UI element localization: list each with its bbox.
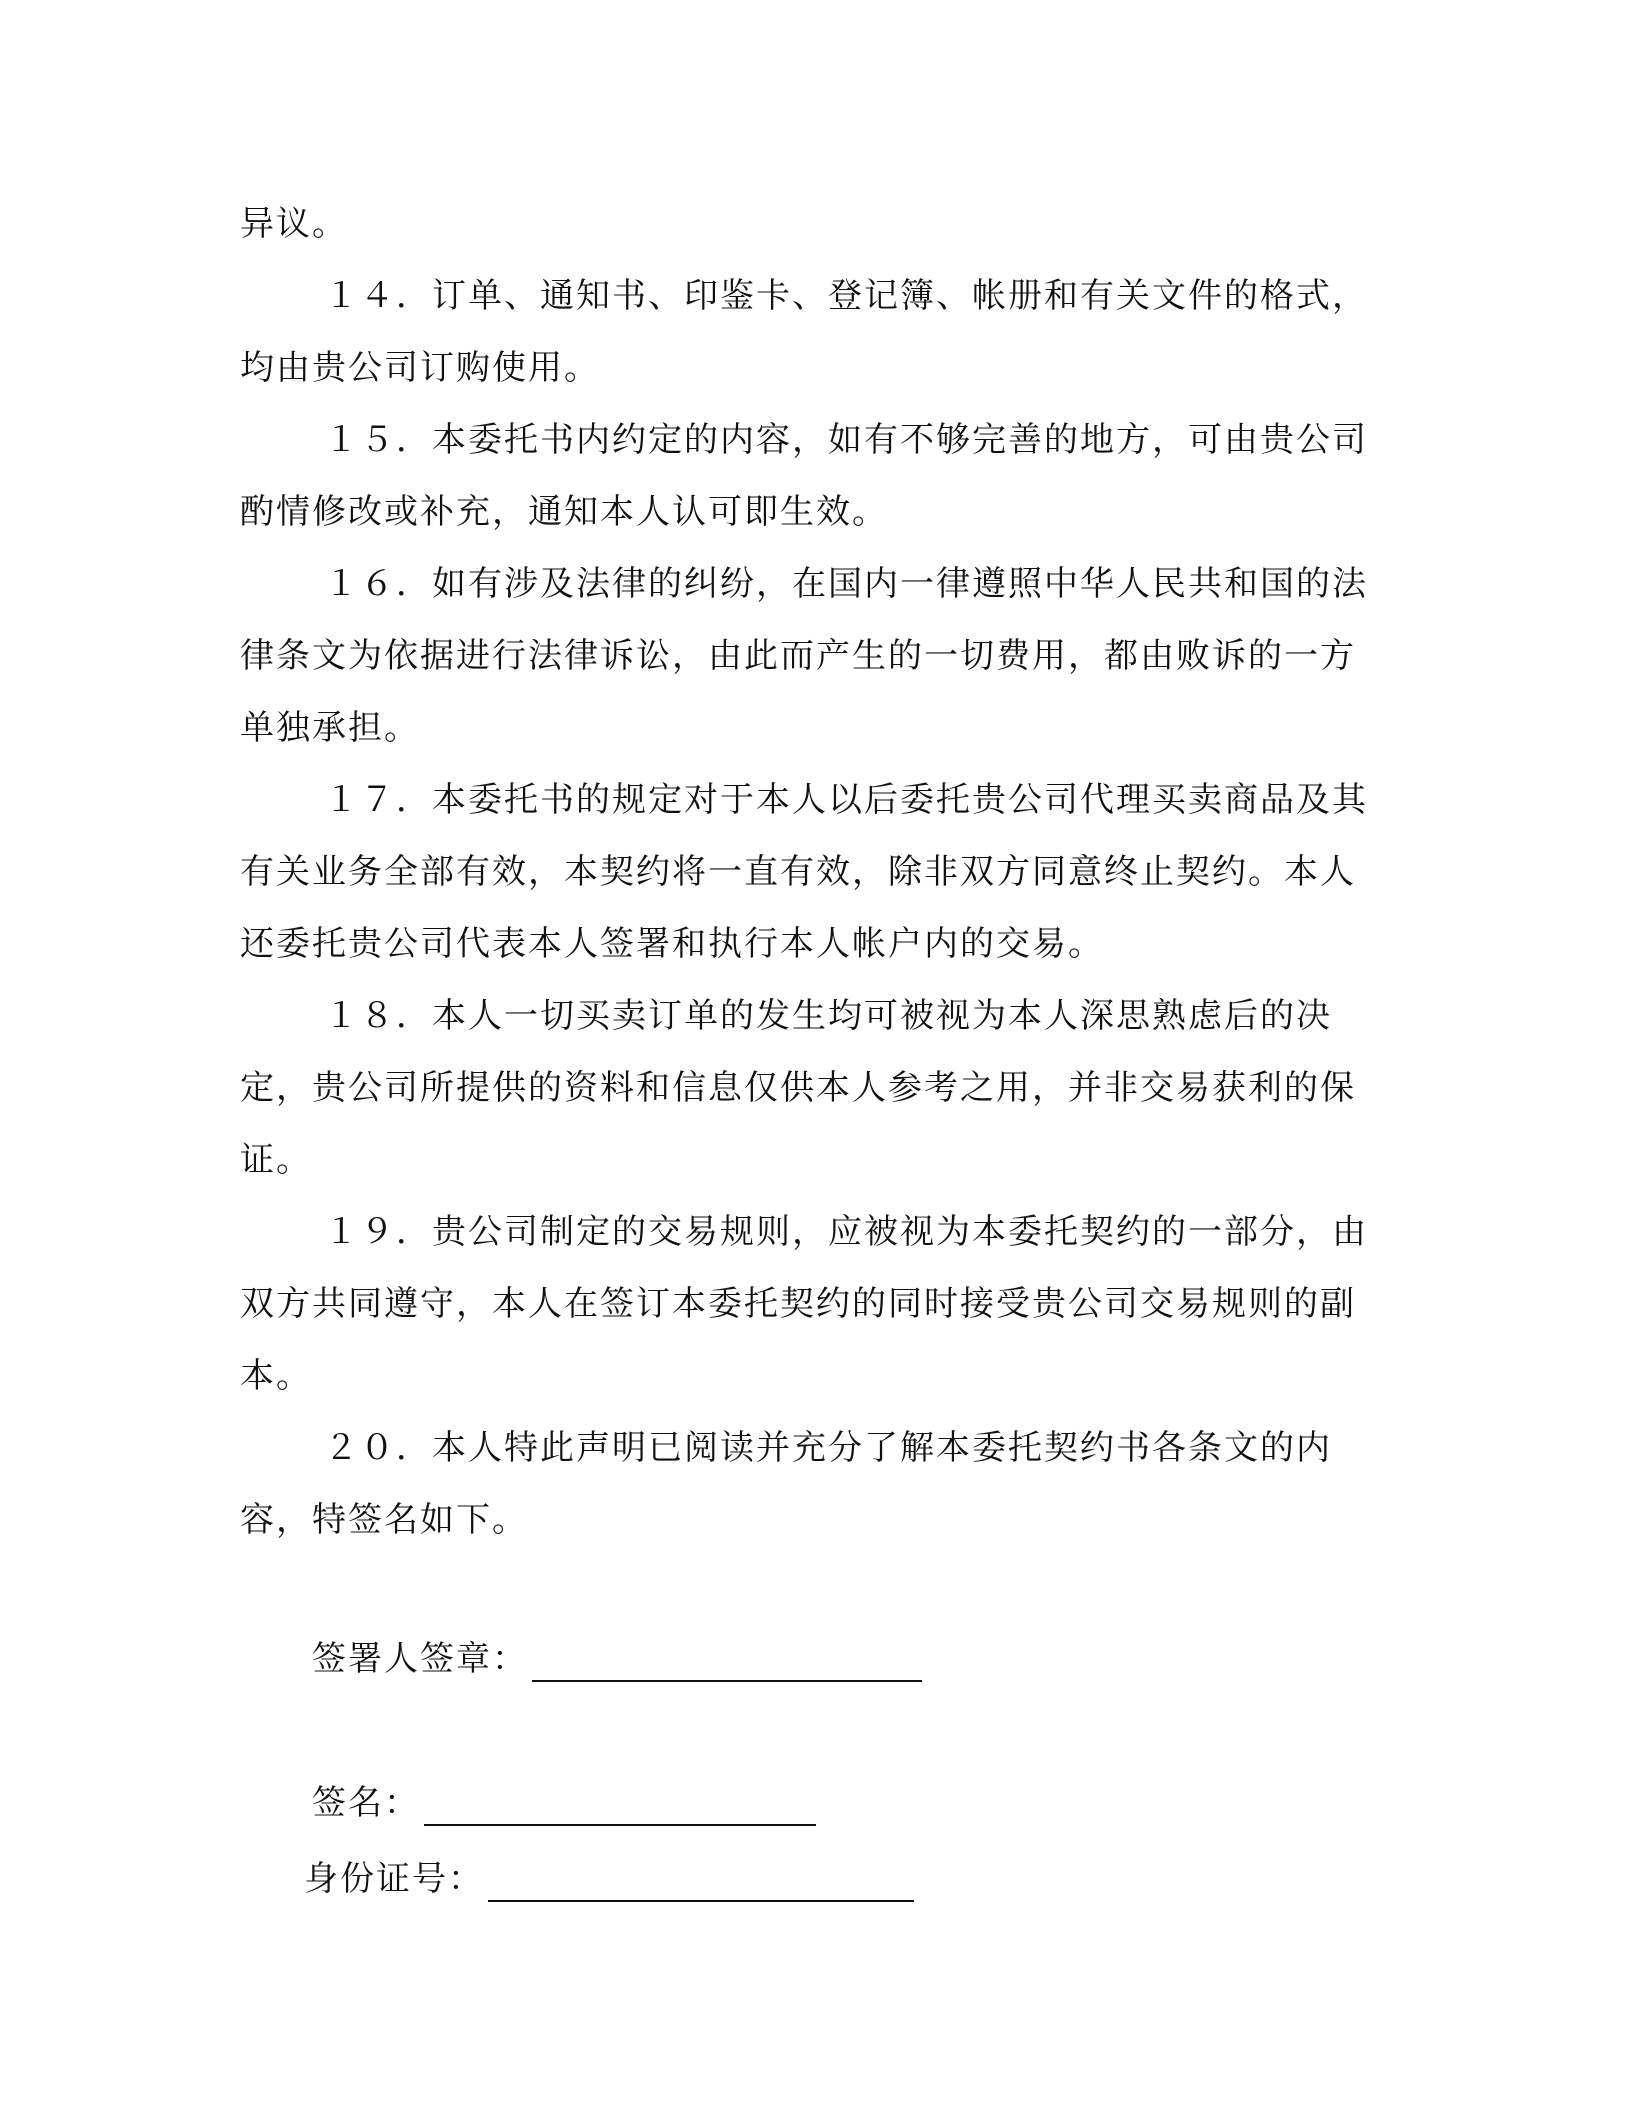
signature-seal-label: 签署人签章： — [312, 1639, 528, 1679]
id-number-label: 身份证号： — [304, 1859, 484, 1899]
clause-17: １７．本委托书的规定对于本人以后委托贵公司代理买卖商品及其有关业务全部有效，本契约将一直有效，除非双方同意终止契约。本人还委托贵公司代表本人签署和执行本人帐户内的交易。 — [240, 780, 1368, 964]
clause-18: １８．本人一切买卖订单的发生均可被视为本人深思熟虑后的决定，贵公司所提供的资料和信息仅供本人参考之用，并非交易获利的保证。 — [240, 996, 1356, 1180]
signature-name-label: 签名： — [312, 1783, 420, 1823]
clause-14: １４．订单、通知书、印鉴卡、登记簿、帐册和有关文件的格式，均由贵公司订购使用。 — [240, 276, 1368, 388]
signature-name-row — [312, 1780, 816, 1826]
id-number-row — [304, 1856, 914, 1902]
paragraph-continuation: 异议。 — [240, 204, 348, 244]
signature-seal-blank[interactable] — [532, 1638, 922, 1682]
id-number-blank[interactable] — [488, 1858, 914, 1902]
signature-seal-row — [312, 1636, 922, 1682]
clause-16: １６．如有涉及法律的纠纷，在国内一律遵照中华人民共和国的法律条文为依据进行法律诉讼，由此而产生的一切费用，都由败诉的一方单独承担。 — [240, 564, 1368, 748]
document-body — [240, 188, 1380, 1556]
clause-15: １５．本委托书内约定的内容，如有不够完善的地方，可由贵公司酌情修改或补充，通知本人认可即生效。 — [240, 420, 1368, 532]
clause-19: １９．贵公司制定的交易规则，应被视为本委托契约的一部分，由双方共同遵守，本人在签订本委托契约的同时接受贵公司交易规则的副本。 — [240, 1212, 1368, 1396]
signature-name-blank[interactable] — [424, 1782, 816, 1826]
clause-20: ２０．本人特此声明已阅读并充分了解本委托契约书各条文的内容，特签名如下。 — [240, 1428, 1332, 1540]
